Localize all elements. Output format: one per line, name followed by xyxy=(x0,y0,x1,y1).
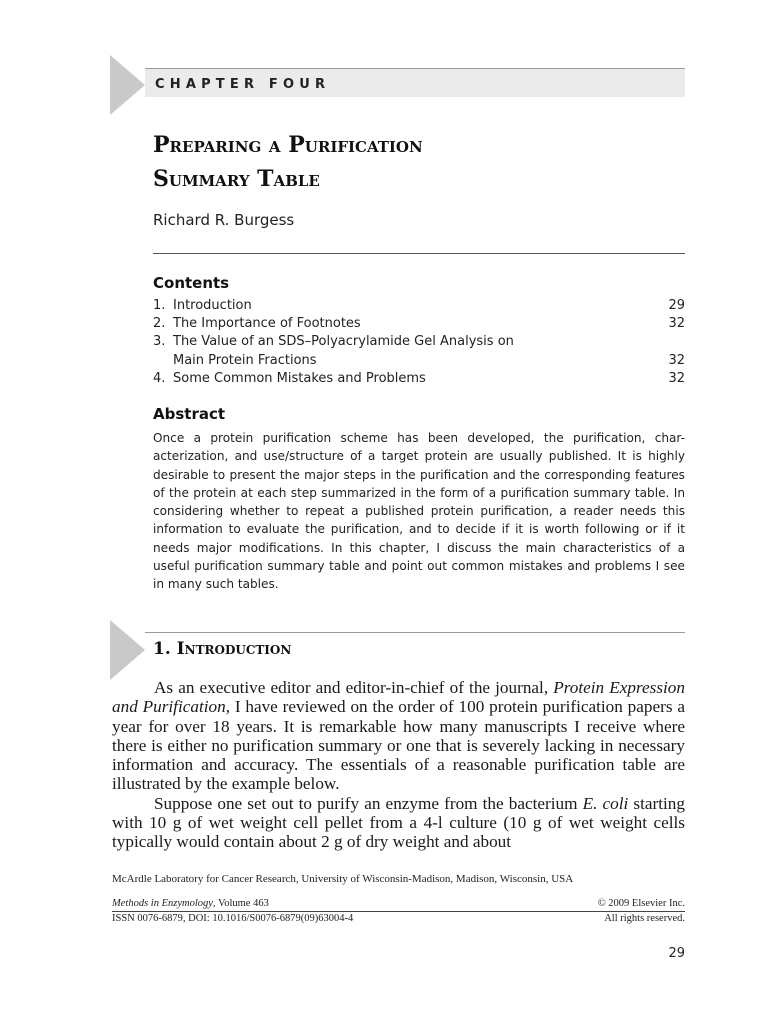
toc-item-number: 2. xyxy=(153,316,166,332)
chapter-title-line1: Preparing a Purification xyxy=(153,132,423,158)
body-paragraph: Suppose one set out to purify an enzyme from the bacterium E. coli starting with 10 g of wet weight cell pellet from a 4-l culture (10 g of wet weight cells typically would contain about 2 g of dry weight and about xyxy=(112,793,685,852)
toc-item-page: 29 xyxy=(668,298,685,313)
chapter-label: CHAPTER FOUR xyxy=(155,77,331,92)
issn-doi: ISSN 0076-6879, DOI: 10.1016/S0076-6879(09)63004-4 xyxy=(112,913,354,924)
author-affiliation: McArdle Laboratory for Cancer Research, University of Wisconsin-Madison, Madison, Wisconsin, USA xyxy=(112,873,574,885)
toc-item-title: The Value of an SDS–Polyacrylamide Gel Analysis on xyxy=(173,334,514,350)
chapter-chevron-icon xyxy=(110,55,145,115)
toc-item-page: 32 xyxy=(668,316,685,332)
toc-item-title: Some Common Mistakes and Problems xyxy=(173,370,426,386)
divider xyxy=(153,253,685,254)
species-name: E. coli xyxy=(582,793,629,813)
section-chevron-icon xyxy=(110,620,145,680)
toc-item[interactable] xyxy=(153,297,685,315)
toc-item-page: 32 xyxy=(668,352,685,368)
author-name: Richard R. Burgess xyxy=(153,211,295,229)
toc-item-title-continuation: Main Protein Fractions xyxy=(173,352,317,368)
toc-item-number: 4. xyxy=(153,370,166,386)
body-paragraph: As an executive editor and editor-in-chief of the journal, Protein Expression and Purification, I have reviewed on the order of 100 protein purification papers a year for over 18 years. It is remarkable how many manuscripts I receive where there is either no purification summary or one that is severely lacking in necessary information and accuracy. The essentials of a reasonable purification table are illustrated by the example below. xyxy=(112,678,685,794)
rights: All rights reserved. xyxy=(604,913,685,924)
toc-item-number: 3. xyxy=(153,334,166,350)
toc-item[interactable] xyxy=(153,315,685,333)
toc-item-number: 1. xyxy=(153,298,166,313)
series-title: Methods in Enzymology xyxy=(112,898,213,909)
toc-item-title: Introduction xyxy=(173,298,252,313)
abstract-heading: Abstract xyxy=(153,405,226,423)
publication-footer xyxy=(112,897,685,926)
chapter-title-line2: Summary Table xyxy=(153,166,320,192)
toc-item-title: The Importance of Footnotes xyxy=(173,316,361,332)
toc-item[interactable] xyxy=(153,370,685,388)
toc-item[interactable] xyxy=(153,333,685,369)
copyright: © 2009 Elsevier Inc. xyxy=(597,898,685,909)
journal-name: Protein Expression and Purification xyxy=(112,678,685,717)
toc-item-page: 32 xyxy=(668,370,685,386)
abstract-text: Once a protein purification scheme has been developed, the purification, char-acterization, and use/structure of a target protein are usually published. It is highly desirable to present the major steps in the purification and the corresponding features of the protein at each step summarized in the form of a purification summary table. In considering whether to repeat a published protein purification, a reader needs this information to evaluate the purification, and to decide if it is worth following or if it needs major modifications. In this chapter, I discuss the main characteristics of a useful purification summary table and point out common mistakes and problems I see in many such tables. xyxy=(153,431,685,592)
table-of-contents xyxy=(153,297,685,388)
page-number: 29 xyxy=(668,946,685,961)
section-divider xyxy=(145,632,685,633)
contents-heading: Contents xyxy=(153,274,230,292)
body-text xyxy=(112,678,685,852)
section-heading-introduction: 1. Introduction xyxy=(153,639,292,659)
volume-info: , Volume 463 xyxy=(212,898,269,909)
chapter-title xyxy=(153,128,673,196)
